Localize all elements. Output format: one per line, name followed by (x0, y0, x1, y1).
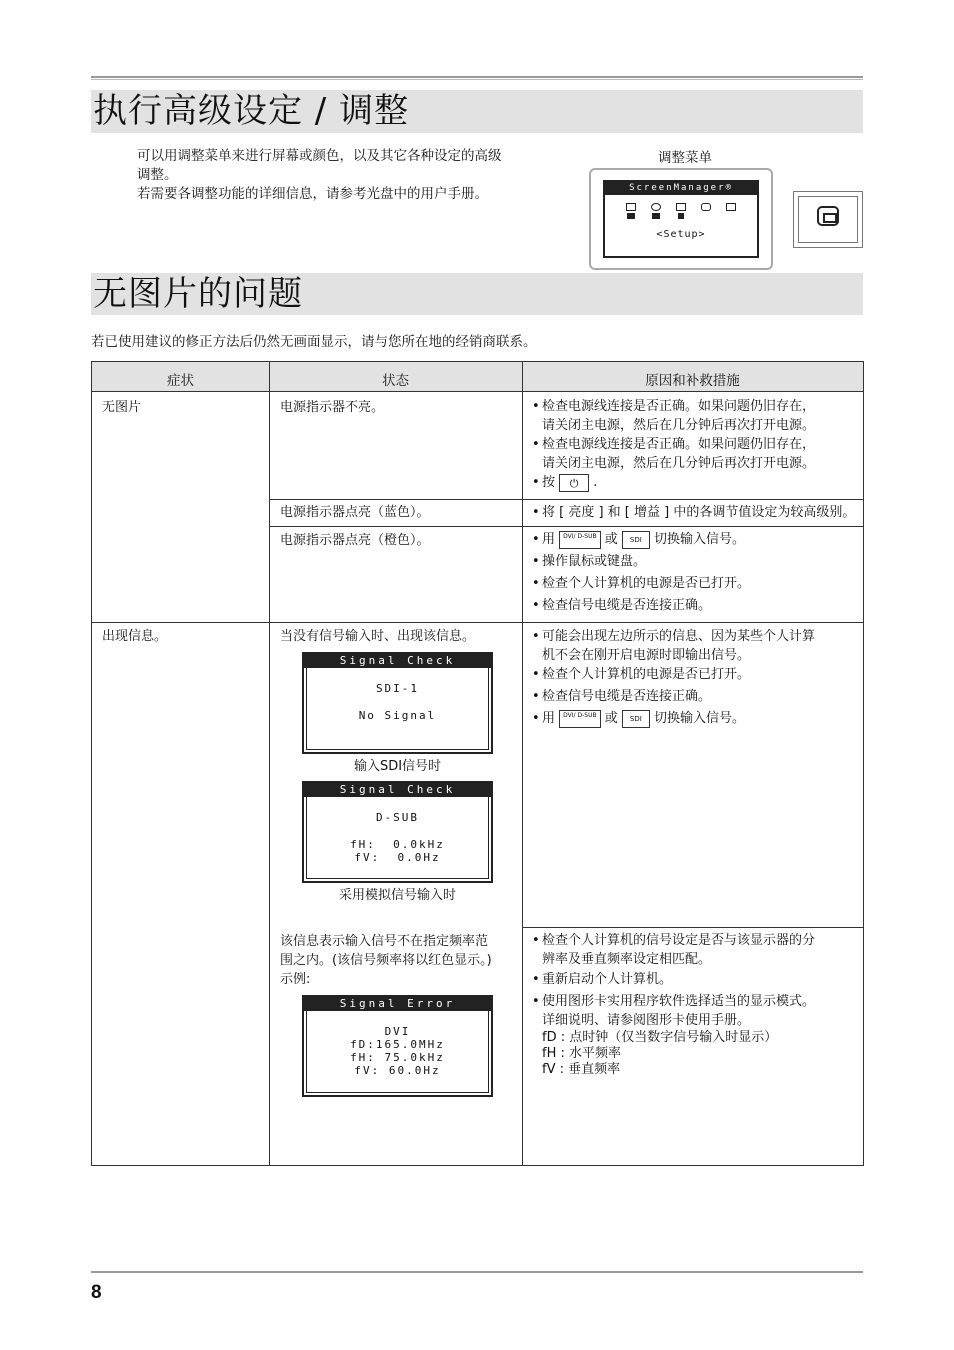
section-title: 执行高级设定 / 调整 (93, 91, 410, 131)
osd-signal-check-sdi (302, 652, 493, 754)
state-no-signal: 当没有信号输入时、出现该信息。 (280, 629, 476, 644)
screenmanager-setup: <Setup> (656, 229, 706, 240)
symptom-no-picture: 无图片 (102, 400, 142, 415)
header-state: 状态 (382, 373, 409, 389)
osd-signal-check-dsub (302, 781, 493, 883)
intro-line: 若需要各调整功能的详细信息，请参考光盘中的用户手册。 (137, 186, 488, 202)
intro-line: 调整。 (137, 167, 178, 183)
remedy-list-no-signal (532, 627, 862, 728)
osd-fv: fV: 60.0Hz (354, 1064, 441, 1077)
osd-title: Signal Error (304, 997, 491, 1011)
osd-input: DVI (384, 1025, 411, 1038)
osd-title: Signal Check (304, 783, 491, 797)
section-header-no-picture (91, 273, 863, 315)
osd-fd: fD:165.0MHz (350, 1038, 445, 1051)
page-number: 8 (91, 1282, 102, 1303)
screenmanager-icons (605, 195, 757, 220)
screenmanager-illustration (589, 168, 773, 270)
state-power-orange: 电源指示器点亮（橙色）。 (280, 533, 430, 548)
power-button-icon: ⏻ (559, 474, 589, 492)
dvi-dsub-button-icon: DVI/ D-SUB (559, 710, 600, 728)
bottom-rule (91, 1271, 863, 1273)
list-item: • 按 ⏻ . (532, 473, 862, 492)
sdi-button-icon: SDI (622, 531, 650, 549)
osd-status: No Signal (358, 709, 437, 722)
section-header-advanced-settings (91, 90, 863, 133)
osd-fh: fH: 0.0kHz (350, 838, 445, 851)
list-item: • 检查电源线连接是否正确。如果问题仍旧存在， 请关闭主电源，然后在几分钟后再次打开电源。 (532, 435, 862, 473)
remedy-list-out-of-range (532, 931, 862, 1030)
intro-text (137, 147, 577, 204)
osd-signal-error (302, 995, 493, 1097)
power-save-icon (674, 203, 688, 220)
section-title: 无图片的问题 (93, 274, 303, 314)
others-icon (699, 203, 713, 220)
screenmanager-screen (603, 180, 759, 258)
list-item: • 检查个人计算机的电源是否已打开。 (532, 574, 862, 593)
screen-icon (624, 203, 638, 220)
color-icon (649, 203, 663, 220)
menu-caption: 调整菜单 (658, 150, 712, 166)
frequency-notes: fD : 点时钟（仅当数字信号输入时显示） fH : 水平频率 fV : 垂直频率 (542, 1030, 778, 1077)
list-item: • 检查信号电缆是否连接正确。 (532, 687, 862, 706)
top-rule (91, 76, 863, 80)
list-item: • 可能会出现左边所示的信息、因为某些个人计算 机不会在刚开启电源时即输出信号。 (532, 627, 862, 665)
state-power-off: 电源指示器不亮。 (280, 400, 385, 415)
table-header (92, 362, 863, 392)
sdi-button-icon: SDI (622, 710, 650, 728)
state-power-blue: 电源指示器点亮（蓝色）。 (280, 505, 430, 520)
information-icon (724, 203, 738, 220)
list-item: • 检查个人计算机的电源是否已打开。 (532, 665, 862, 684)
intro-line: 可以用调整菜单来进行屏幕或颜色，以及其它各种设定的高级 (137, 148, 502, 164)
remedy-list-power-off (532, 397, 862, 492)
osd-fv: fV: 0.0Hz (354, 851, 441, 864)
remedy-list-orange (532, 530, 862, 618)
troubleshooting-table (91, 361, 864, 1166)
list-item: • 检查个人计算机的信号设定是否与该显示器的分 辨率及垂直频率设定相匹配。 (532, 931, 862, 969)
notice-text: 若已使用建议的修正方法后仍然无画面显示，请与您所在地的经销商联系。 (91, 334, 537, 350)
osd-caption: 输入SDI信号时 (353, 759, 442, 774)
list-item: • 检查电源线连接是否正确。如果问题仍旧存在， 请关闭主电源，然后在几分钟后再次打开电源。 (532, 397, 862, 435)
osd-fh: fH: 75.0kHz (350, 1051, 445, 1064)
header-symptom: 症状 (167, 373, 194, 389)
screenmanager-title: ScreenManager® (605, 182, 757, 195)
symptom-message: 出现信息。 (102, 629, 168, 644)
enter-button-icon (817, 206, 839, 226)
list-item: • 使用图形卡实用程序软件选择适当的显示模式。 详细说明、请参阅图形卡使用手册。 (532, 992, 862, 1030)
osd-input: SDI-1 (375, 682, 420, 695)
list-item: • 检查信号电缆是否连接正确。 (532, 596, 862, 615)
monitor-front-panel (793, 191, 863, 248)
osd-caption: 采用模拟信号输入时 (338, 888, 456, 903)
remedy-list-blue (532, 503, 862, 522)
dvi-dsub-button-icon: DVI/ D-SUB (559, 531, 600, 549)
state-out-of-range: 该信息表示输入信号不在指定频率范 围之内。(该信号频率将以红色显示。) 示例: (280, 934, 492, 987)
osd-title: Signal Check (304, 654, 491, 668)
list-item: • 操作鼠标或键盘。 (532, 552, 862, 571)
osd-input: D-SUB (375, 811, 420, 824)
list-item: • 重新启动个人计算机。 (532, 970, 862, 989)
list-item: • 将 [ 亮度 ] 和 [ 增益 ] 中的各调节值设定为较高级别。 (532, 503, 862, 522)
list-item: • 用 DVI/ D-SUB 或 SDI 切换输入信号。 (532, 709, 862, 728)
header-remedy: 原因和补救措施 (645, 373, 740, 389)
list-item: • 用 DVI/ D-SUB 或 SDI 切换输入信号。 (532, 530, 862, 549)
